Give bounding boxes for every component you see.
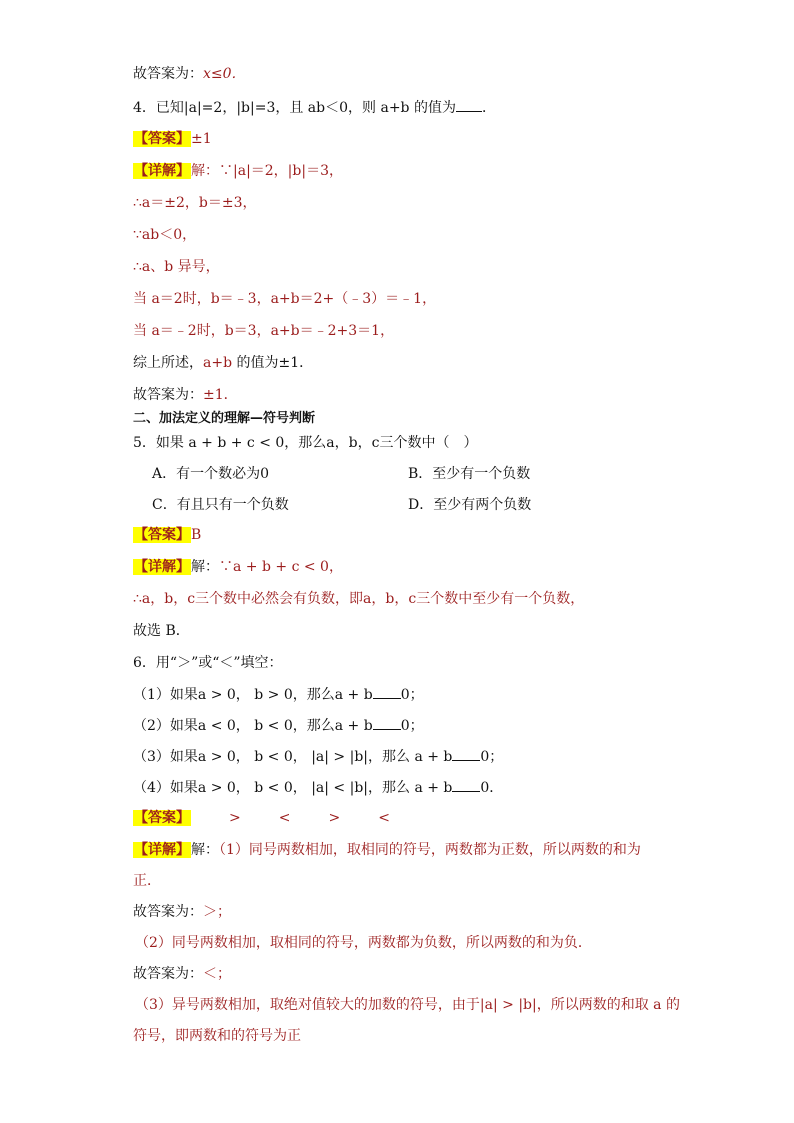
q6-detail-line: （2）同号两数相加，取相同的符号，两数都为负数，所以两数的和为负． xyxy=(135,935,592,951)
q6-part-end: 0． xyxy=(480,780,504,796)
q6-part-4 xyxy=(133,777,503,798)
detail-tag: 【详解】 xyxy=(134,559,190,575)
final-label: 故答案为： xyxy=(133,387,203,403)
q4-detail-line: ∴a、b 异号， xyxy=(133,259,220,275)
q5-detail-line: ∴a，b，c三个数中必然会有负数，即a，b，c三个数中至少有一个负数， xyxy=(133,591,585,607)
q6-detail-text: 解： xyxy=(191,842,219,858)
q5-detail-row xyxy=(133,557,343,577)
q5-question: 5．如果 a + b + c < 0，那么a，b，c三个数中（ ） xyxy=(133,435,478,451)
q4-detail-line: 解：∵|a|＝2，|b|＝3， xyxy=(191,163,343,179)
q6-answer-2: < xyxy=(278,810,291,826)
q4-question-end: ． xyxy=(481,100,496,116)
q4-question xyxy=(133,97,496,118)
answer-tag: 【答案】 xyxy=(134,810,190,826)
q4-summary-value: a+b xyxy=(203,355,233,371)
q4-summary-text: 综上所述， xyxy=(133,355,203,371)
q6-part-text: （2）如果a < 0， b < 0，那么a + b xyxy=(133,718,373,734)
q4-answer-row xyxy=(133,129,212,149)
q6-answer-blank xyxy=(452,777,480,792)
q4-detail-line: 当 a＝﹣2时，b＝3，a+b＝﹣2+3＝1， xyxy=(133,323,395,339)
q4-detail-line: ∵ab＜0， xyxy=(133,227,197,243)
q3-final-answer xyxy=(133,64,246,84)
q5-answer-row xyxy=(133,525,201,545)
section-heading: 二、加法定义的理解—符号判断 xyxy=(133,411,316,426)
final-value: ±1． xyxy=(203,387,238,403)
q4-answer-blank xyxy=(456,97,482,112)
q6-answer-blank xyxy=(452,746,480,761)
q6-detail-line: （1）同号两数相加，取相同的符号，两数都为正数，所以两数的和为 xyxy=(219,842,641,858)
detail-tag: 【详解】 xyxy=(134,163,190,179)
q6-detail-line: 符号，即两数和的符号为正 xyxy=(133,1028,301,1044)
q6-detail-row xyxy=(133,840,641,860)
q6-part-end: 0； xyxy=(480,749,504,765)
q4-answer: ±1 xyxy=(191,131,212,147)
answer-tag: 【答案】 xyxy=(134,131,190,147)
q6-question: 6．用“＞”或“＜”填空： xyxy=(133,655,283,671)
q5-option-c: C．有且只有一个负数 xyxy=(152,497,289,513)
q6-final-2 xyxy=(133,964,231,984)
q6-answer-blank xyxy=(373,684,401,699)
q4-detail-row xyxy=(133,161,343,181)
q6-answer-blank xyxy=(373,715,401,730)
q5-final: 故选 B． xyxy=(133,623,190,639)
q6-part-2 xyxy=(133,715,424,736)
q6-part-3 xyxy=(133,746,503,767)
detail-tag: 【详解】 xyxy=(134,842,190,858)
q6-detail-line: 正． xyxy=(133,873,161,889)
q5-answer: B xyxy=(191,527,202,543)
final-value: ＞； xyxy=(203,904,231,920)
q4-detail-line: 当 a＝2时，b＝﹣3，a+b＝2+（﹣3）＝﹣1， xyxy=(133,291,437,307)
q5-detail-line: ∵a + b + c < 0， xyxy=(219,559,343,575)
q6-part-text: （4）如果a > 0， b < 0， |a| < |b|，那么 a + b xyxy=(133,780,453,796)
q6-final-1 xyxy=(133,902,231,922)
final-value: x≤0． xyxy=(203,66,246,82)
q6-answer-row xyxy=(133,808,390,828)
q5-option-b: B．至少有一个负数 xyxy=(408,466,531,482)
final-label: 故答案为： xyxy=(133,904,203,920)
q6-answer-3: > xyxy=(328,810,341,826)
q4-question-text: 4．已知|a|=2，|b|=3，且 ab＜0，则 a+b 的值为 xyxy=(133,100,456,116)
q4-detail-line: ∴a＝±2，b＝±3， xyxy=(133,195,257,211)
q4-summary xyxy=(133,353,313,373)
q6-detail-line: （3）异号两数相加，取绝对值较大的加数的符号，由于|a| > |b|，所以两数的和取 a 的 xyxy=(135,997,680,1013)
final-value: ＜； xyxy=(203,966,231,982)
final-label: 故答案为： xyxy=(133,966,203,982)
q6-part-text: （1）如果a > 0， b > 0，那么a + b xyxy=(133,687,373,703)
final-label: 故答案为： xyxy=(133,66,203,82)
q6-part-1 xyxy=(133,684,424,705)
q6-part-end: 0； xyxy=(400,687,424,703)
q4-final-answer xyxy=(133,385,238,405)
q6-answer-1: > xyxy=(229,810,241,826)
q5-option-d: D．至少有两个负数 xyxy=(408,497,532,513)
q5-option-a: A．有一个数必为0 xyxy=(152,466,270,482)
q6-answer-4: < xyxy=(378,810,390,826)
q6-part-end: 0； xyxy=(400,718,424,734)
q5-detail-text: 解： xyxy=(191,559,219,575)
q4-summary-text: 的值为±1． xyxy=(232,355,314,371)
q6-part-text: （3）如果a > 0， b < 0， |a| > |b|，那么 a + b xyxy=(133,749,453,765)
answer-tag: 【答案】 xyxy=(134,527,190,543)
